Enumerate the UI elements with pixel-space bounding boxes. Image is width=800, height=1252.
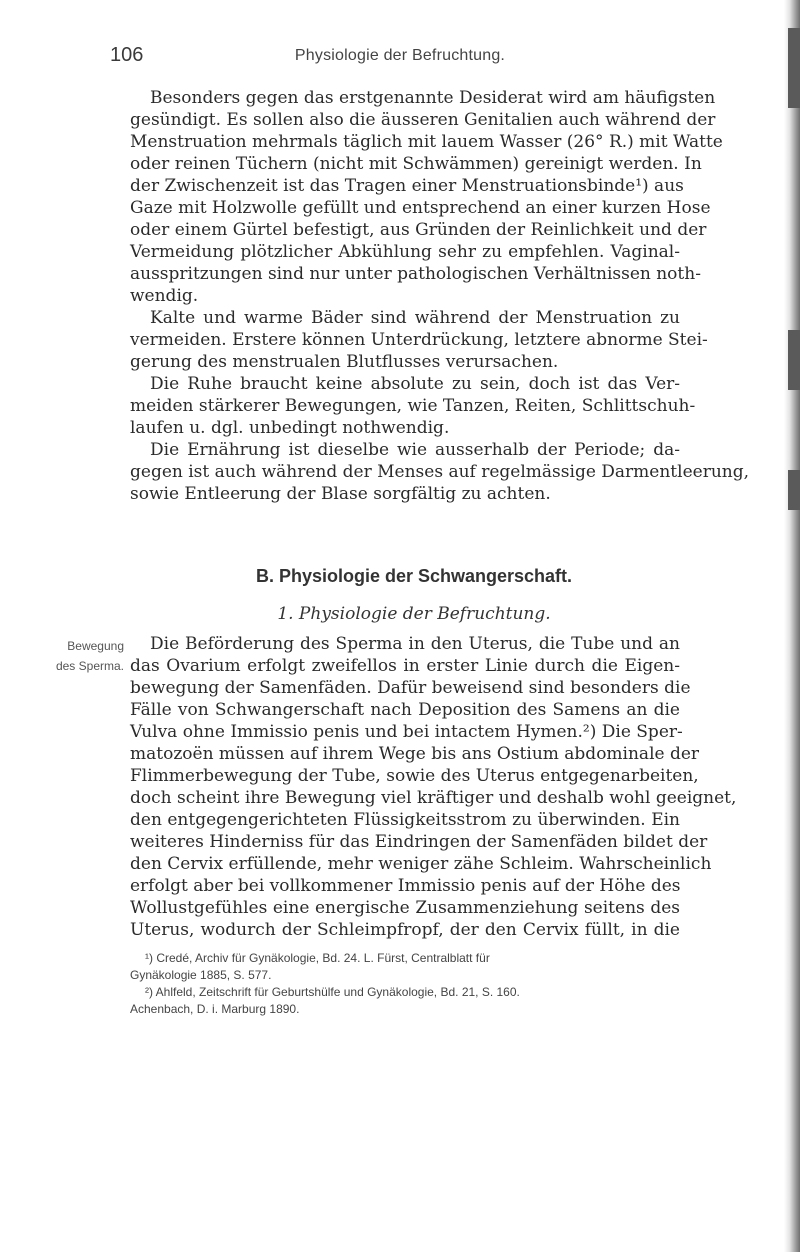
text-line: laufen u. dgl. unbedingt nothwendig.: [130, 418, 450, 438]
text-line: bewegung der Samenfäden. Dafür beweisend sind besonders die: [130, 678, 691, 698]
running-head: Physiologie der Befruchtung.: [294, 47, 506, 64]
subsection-heading: 1. Physiologie der Befruchtung.: [277, 604, 551, 624]
text-line: meiden stärkerer Bewegungen, wie Tanzen, Reiten, Schlittschuh-: [130, 396, 696, 416]
page-edge-tab: [788, 470, 800, 510]
text-line: Die Beförderung des Sperma in den Uterus, die Tube und an: [150, 634, 680, 654]
page-edge-tab: [788, 330, 800, 390]
text-line: Flimmerbewegung der Tube, sowie des Uterus entgegenarbeiten,: [130, 766, 699, 786]
text-line: das Ovarium erfolgt zweifellos in erster Linie durch die Eigen-: [130, 656, 680, 676]
margin-note-line: des Sperma.: [55, 659, 124, 673]
text-line: gegen ist auch während der Menses auf regelmässige Darmentleerung,: [130, 462, 750, 482]
footnote-line: Gynäkologie 1885, S. 577.: [130, 968, 272, 982]
text-line: gerung des menstrualen Blutflusses verursachen.: [130, 352, 559, 372]
text-line: Die Ernährung ist dieselbe wie ausserhalb der Periode; da-: [150, 440, 680, 460]
page-edge-shadow: [784, 0, 800, 1252]
section-heading: B. Physiologie der Schwangerschaft.: [255, 566, 573, 586]
margin-note-line: Bewegung: [67, 639, 124, 653]
text-line: weiteres Hinderniss für das Eindringen der Samenfäden bildet der: [130, 832, 708, 852]
text-line: wendig.: [130, 286, 199, 306]
text-line: gesündigt. Es sollen also die äusseren Genitalien auch während der: [130, 110, 716, 130]
text-line: Vermeidung plötzlicher Abkühlung sehr zu empfehlen. Vaginal-: [130, 242, 680, 262]
text-line: Fälle von Schwangerschaft nach Deposition des Samens an die: [130, 700, 680, 720]
footnote-line: ²) Ahlfeld, Zeitschrift für Geburtshülfe und Gynäkologie, Bd. 21, S. 160.: [145, 985, 520, 999]
text-line: sowie Entleerung der Blase sorgfältig zu achten.: [130, 484, 551, 504]
footnote-line: Achenbach, D. i. Marburg 1890.: [130, 1002, 300, 1016]
text-line: doch scheint ihre Bewegung viel kräftiger und deshalb wohl geeignet,: [130, 788, 737, 808]
text-line: Wollustgefühles eine energische Zusammenziehung seitens des: [130, 898, 680, 918]
text-line: Kalte und warme Bäder sind während der Menstruation zu: [150, 308, 680, 328]
text-line: erfolgt aber bei vollkommener Immissio penis auf der Höhe des: [130, 876, 681, 896]
page-edge-tab: [788, 28, 800, 108]
text-line: vermeiden. Erstere können Unterdrückung, letztere abnorme Stei-: [130, 330, 708, 350]
text-line: matozoën müssen auf ihrem Wege bis ans Ostium abdominale der: [130, 744, 700, 764]
text-line: Vulva ohne Immissio penis und bei intactem Hymen.²) Die Sper-: [130, 722, 683, 742]
text-line: oder reinen Tüchern (nicht mit Schwämmen) gereinigt werden. In: [130, 154, 702, 174]
text-line: der Zwischenzeit ist das Tragen einer Menstruationsbinde¹) aus: [130, 176, 684, 196]
text-line: Uterus, wodurch der Schleimpfropf, der den Cervix füllt, in die: [130, 920, 680, 940]
text-line: Gaze mit Holzwolle gefüllt und entsprechend an einer kurzen Hose: [130, 198, 711, 218]
text-line: Besonders gegen das erstgenannte Desiderat wird am häufigsten: [150, 88, 716, 108]
text-line: Menstruation mehrmals täglich mit lauem Wasser (26° R.) mit Watte: [130, 132, 723, 152]
text-line: den entgegengerichteten Flüssigkeitsstrom zu überwinden. Ein: [130, 810, 680, 830]
text-line: den Cervix erfüllende, mehr weniger zähe Schleim. Wahrscheinlich: [130, 854, 712, 874]
text-line: ausspritzungen sind nur unter pathologischen Verhältnissen noth-: [130, 264, 701, 284]
text-line: oder einem Gürtel befestigt, aus Gründen der Reinlichkeit und der: [130, 220, 707, 240]
text-line: Die Ruhe braucht keine absolute zu sein, doch ist das Ver-: [150, 374, 680, 394]
footnote-line: ¹) Credé, Archiv für Gynäkologie, Bd. 24. L. Fürst, Centralblatt für: [145, 951, 490, 965]
page-number: 106: [110, 44, 144, 66]
